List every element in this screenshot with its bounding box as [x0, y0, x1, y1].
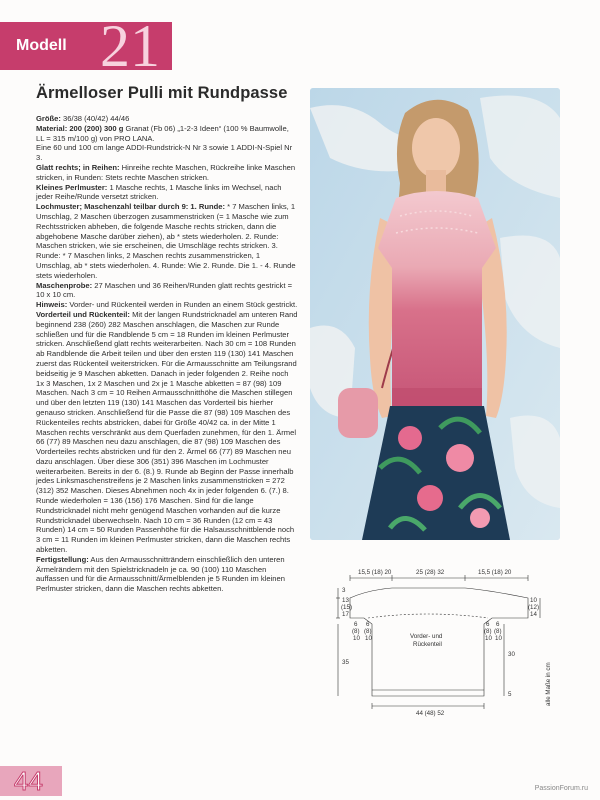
dim-right-30: 30 — [508, 651, 515, 658]
dim-left-17: 17 — [342, 611, 349, 618]
paragraph-text: Hinreihe rechte Maschen, Rückreihe linke Maschen stricken, in Runden: Stets rechte Maschen stricken. — [36, 162, 296, 182]
watermark-text: PassionForum.ru — [534, 785, 588, 792]
dim-inner-left-10: 10 — [365, 635, 372, 642]
dim-right-5: 5 — [508, 691, 512, 698]
paragraph-text: Mit der langen Rundstricknadel am unteren Rand beginnend 238 (260) 282 Maschen anschlagen, die Maschen zur Runde schließen und für die Randblende 5 cm = 18 Runden im kleinen Perlmuster stricken. Anschließend glatt rechts weiterarbeiten. Nach 30 cm = 108 Runden ab Randblende die Arbeit teilen und über den ersten 119 (130) 141 Maschen zuerst das Rückenteil weiterstricken. Für die Armausschnitte am Teilungsrand beidseitig je 9 Maschen abketten. Danach in jeder folgenden 2. Reihe noch 1x 3 Maschen, 1x 2 Maschen und 2x je 1 Masche abketten = 87 (98) 109 Maschen. Nach 3 cm = 10 Reihen Armausschnitthöhe die Maschen stillegen und über den letzten 119 (130) 141 Maschen das Vorderteil bis hierher genauso stricken. Anschließend für die Passe die 87 (98) 109 Maschen des Rückenteiles rechts abstricken, dabei für Größe 40/42 ca. in der Mitte 1 Maschen rechts verschränkt aus dem Querfaden zunehmen, für den 1. Ärmel 66 (77) 89 Maschen neu dazu anschlagen, die 87 (98) 109 Maschen des Vorderteiles rechts abstricken und für den 2. Ärmel 66 (77) 89 Maschen neu dazu anschlagen. Über diese 306 (351) 396 Maschen im Lochmuster weiterarbeiten. Bereits in der 6. (8.) 9. Runde ab Beginn der Passe innerhalb jedes Linksmaschenstreifens je 2 Maschen links zusammenstricken = 272 (312) 352 Maschen. Dieses Abnehmen noch 4x in jeder folgenden 6. (7.) 8. Runde wiederholen = 136 (156) 176 Maschen. Sind für die lange Rundstricknadel nicht mehr genügend Maschen vorhanden auf die kurze Rundstricknadel überwechseln. Nach 10 cm = 36 Runden (12 cm = 43 Runden) 14 cm = 50 Runden Passenhöhe für die Halsausschnittblende noch 3 cm = 11 Runden im kleinen Perlmuster stricken, dann die Maschen rechts abketten. — [36, 309, 298, 555]
dim-right-10: 10 — [530, 597, 537, 604]
paragraph — [36, 555, 298, 594]
paragraph-label: Material: 200 (200) 300 g — [36, 123, 124, 133]
paragraph-text: * 7 Maschen links, 1 Umschlag, 2 Maschen überzogen zusammenstricken (= 1 Masche wie zum Rechtsstricken abheben, die folgende Masche rechts stricken, dann die abgehobene Masche darüber ziehen), ab * stets wiederholen. 2. Runde: Maschen stricken, wie sie erscheinen, die Umschläge rechts stricken. 3. Runde: * 7 Maschen links, 2 Maschen rechts zusammenstricken, 1 Umschlag, ab * stets wiederholen. 4. Runde: Wie 2. Runde. Die 1. - 4. Runde stets wiederholen. — [36, 202, 296, 280]
dim-inner-left-6a: 6 — [354, 621, 358, 628]
dim-top-left: 15,5 (18) 20 — [358, 569, 392, 576]
dim-inner-right-10: 10 — [485, 635, 492, 642]
page-number: 44 — [14, 766, 43, 796]
center-label-2: Rückenteil — [413, 641, 442, 648]
paragraph-text: 1 Masche rechts, 1 Masche links im Wechsel, nach jeder Reihe/Runde versetzt stricken. — [36, 182, 282, 202]
dim-inner-left-8: (8) — [364, 628, 372, 635]
paragraph-text: Aus den Armausschnitträndern einschließlich den unteren Ärmelrändern mit den Spielstricknadeln je ca. 90 (100) 110 Maschen auffassen und für die Armausschnitt/Ärmelblenden je 5 Runden im kleinen Perlmuster stricken, dann die Maschen rechts abketten. — [36, 554, 285, 594]
paragraph-text: 27 Maschen und 36 Reihen/Runden glatt rechts gestrickt = 10 x 10 cm. — [36, 280, 293, 300]
paragraph-label: Kleines Perlmuster: — [36, 182, 108, 192]
paragraph-label: Größe: — [36, 114, 61, 123]
paragraph-label: Hinweis: — [36, 300, 68, 310]
paragraph — [36, 143, 298, 163]
modell-number: 21 — [100, 13, 160, 79]
paragraph — [36, 281, 298, 301]
paragraph — [36, 310, 298, 555]
paragraph-text: Granat (Fb 06) „1-2-3 Ideen“ (100 % Baumwolle, LL = 315 m/100 g) von PRO LANA. — [36, 123, 289, 143]
paragraph — [36, 114, 298, 124]
paragraph — [36, 300, 298, 310]
dim-inner-left-10a: 10 — [353, 635, 360, 642]
instructions-text — [36, 114, 298, 594]
dim-left-13: 13 — [342, 597, 349, 604]
dim-left-35: 35 — [342, 659, 349, 666]
paragraph-label: Lochmuster; Maschenzahl teilbar durch 9: 1. Runde: — [36, 202, 226, 212]
paragraph-label: Glatt rechts; in Reihen: — [36, 162, 120, 172]
paragraph-text: Vorder- und Rückenteil werden in Runden an einem Stück gestrickt. — [67, 300, 298, 310]
dim-inner-left-6: 6 — [366, 621, 370, 628]
paragraph-text: 36/38 (40/42) 44/46 — [60, 114, 130, 123]
model-photo — [310, 88, 560, 540]
dim-bottom: 44 (48) 52 — [416, 710, 445, 717]
pattern-schematic — [328, 566, 558, 726]
dim-top-center: 25 (28) 32 — [416, 569, 445, 576]
page-title: Ärmelloser Pulli mit Rundpasse — [36, 84, 288, 102]
dim-inner-right-6: 6 — [486, 621, 490, 628]
paragraph-text: Eine 60 und 100 cm lange ADDI-Rundstrick-N Nr 3 sowie 1 ADDI-N-Spiel Nr 3. — [36, 143, 293, 163]
dim-inner-left-8a: (8) — [352, 628, 360, 635]
paragraph — [36, 202, 298, 280]
paragraph — [36, 163, 298, 183]
dim-top-right: 15,5 (18) 20 — [478, 569, 512, 576]
dim-right-12: (12) — [528, 604, 540, 611]
paragraph-label: Vorderteil und Rückenteil: — [36, 309, 130, 319]
paragraph-label: Maschenprobe: — [36, 280, 93, 290]
center-label-1: Vorder- und — [410, 633, 443, 640]
dim-inner-right-10b: 10 — [495, 635, 502, 642]
paragraph-label: Fertigstellung: — [36, 554, 89, 564]
dim-inner-right-8b: (8) — [494, 628, 502, 635]
modell-banner — [0, 13, 172, 79]
dim-right-14: 14 — [530, 611, 537, 618]
measurements-note: alle Maße in cm — [545, 662, 552, 706]
modell-label: Modell — [16, 37, 67, 54]
paragraph — [36, 124, 298, 144]
dim-left-15: (15) — [341, 604, 353, 611]
paragraph — [36, 183, 298, 203]
dim-inner-right-6b: 6 — [496, 621, 500, 628]
dim-inner-right-8: (8) — [484, 628, 492, 635]
dim-left-3: 3 — [342, 587, 346, 594]
